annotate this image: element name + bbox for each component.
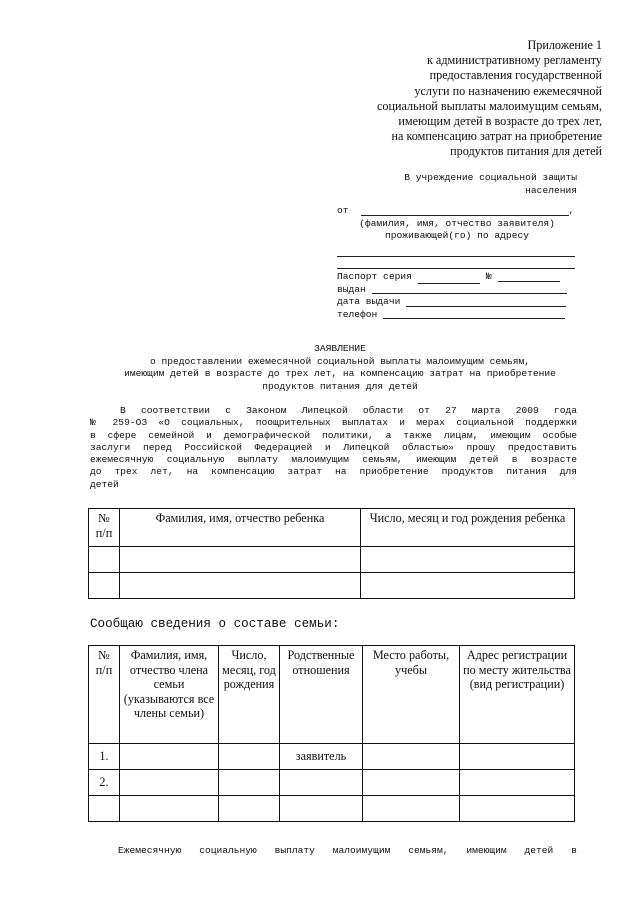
appendix-line: социальной выплаты малоимущим семьям, [376,98,602,113]
table-header-cell: Адрес регистрации по месту жительства (вид регистрации) [460,646,575,744]
table-header-cell: Родственные отношения [280,646,363,744]
family-heading: Сообщаю сведения о составе семьи: [90,617,340,631]
table-cell[interactable] [363,796,460,822]
issued-label: выдан [337,283,366,295]
addressee-block [337,172,577,321]
footer-word: детей [524,845,554,856]
table-cell[interactable] [120,770,219,796]
footer-text [90,845,577,856]
address-field[interactable] [337,247,575,257]
table-header-row [89,509,575,547]
family-table [88,645,575,822]
from-row [337,205,577,218]
appendix-line: Приложение 1 [527,38,602,52]
table-cell[interactable] [460,770,575,796]
paragraph-line: В соответствии с Законом Липецкой области от 27 марта 2009 года [120,405,577,416]
phone-row [337,309,577,322]
address-hint: проживающей(го) по адресу [385,230,529,242]
table-header-cell: Число, месяц и год рождения ребенка [361,509,575,547]
table-header-cell: Место работы, учебы [363,646,460,744]
from-label: от [337,205,349,217]
issue-date-field[interactable] [406,297,566,307]
title-line: продуктов питания для детей [262,380,418,392]
from-field[interactable] [361,206,569,216]
statement-paragraph [90,405,577,491]
table-cell[interactable] [219,770,280,796]
paragraph-line: в сфере семейной и демографической политики, а также лицам, имеющим особые [90,429,577,441]
table-row [89,547,575,573]
passport-row [337,271,577,284]
footer-word: выплату [274,845,315,856]
footer-word: семьям, [408,845,449,856]
table-row [89,796,575,822]
address-field-2[interactable] [337,259,575,269]
addressee-line: населения [525,184,577,196]
title-heading: ЗАЯВЛЕНИЕ [314,343,366,354]
table-header-cell: № п/п [89,646,120,744]
title-line: имеющим детей в возрасте до трех лет, на компенсацию затрат на приобретение [124,368,556,380]
table-header-cell: Число, месяц, год рождения [219,646,280,744]
address-field-row [337,247,577,259]
appendix-header [377,38,602,160]
table-cell[interactable] [120,573,361,599]
passport-label: Паспорт серия [337,270,412,282]
title-line: о предоставлении ежемесячной социальной выплаты малоимущим семьям, [150,355,530,367]
table-cell[interactable] [361,573,575,599]
comma: , [568,205,575,217]
table-row [89,770,575,796]
table-cell[interactable] [363,770,460,796]
issue-date-label: дата выдачи [337,296,401,308]
table-cell[interactable] [460,796,575,822]
phone-field[interactable] [383,309,565,319]
table-cell[interactable] [120,744,219,770]
children-table [88,508,575,599]
table-cell[interactable] [120,547,361,573]
addressee-line: В учреждение социальной защиты [404,172,577,183]
passport-number-field[interactable] [498,272,560,282]
table-header-cell: Фамилия, имя, отчество члена семьи (указываются все члены семьи) [120,646,219,744]
table-cell[interactable] [219,744,280,770]
paragraph-line: детей [90,478,119,490]
footer-word: имеющим [466,845,507,856]
row-number: 2. [89,770,120,796]
appendix-line: на компенсацию затрат на приобретение [391,129,602,144]
table-header-row [89,646,575,744]
table-header-cell: Фамилия, имя, отчество ребенка [120,509,361,547]
statement-title [90,343,590,393]
relation-cell[interactable] [280,770,363,796]
issued-row [337,284,577,297]
paragraph-line: заслуги перед Российской Федерацией и Липецкой областью» прошу предоставить [90,441,577,453]
paragraph-line: № 259-ОЗ «О социальных, поощрительных выплатах и мерах социальной поддержки [90,417,577,429]
table-cell[interactable] [89,573,120,599]
table-cell[interactable] [361,547,575,573]
table-cell[interactable] [120,796,219,822]
relation-cell[interactable]: заявитель [280,744,363,770]
footer-word: Ежемесячную [118,845,182,856]
row-number: 1. [89,744,120,770]
table-cell[interactable] [89,547,120,573]
appendix-line: имеющим детей в возрасте до трех лет, [398,114,602,129]
fio-hint: (фамилия, имя, отчество заявителя) [359,217,555,229]
table-row [89,744,575,770]
footer-word: малоимущим [332,845,391,856]
table-cell[interactable] [460,744,575,770]
row-number [89,796,120,822]
passport-series-field[interactable] [418,274,480,284]
footer-word: в [571,845,577,856]
address-field-row-2 [337,259,577,271]
relation-cell[interactable] [280,796,363,822]
paragraph-line: до трех лет, на компенсацию затрат на приобретение продуктов питания для [90,466,577,478]
appendix-line: предоставления государственной [429,68,602,83]
phone-label: телефон [337,308,378,320]
footer-word: социальную [199,845,257,856]
table-row [89,573,575,599]
appendix-line: услуги по назначению ежемесячной [414,83,602,98]
table-cell[interactable] [363,744,460,770]
issue-date-row [337,296,577,309]
appendix-line: продуктов питания для детей [450,144,602,159]
table-header-cell: № п/п [89,509,120,547]
number-label: № [485,270,492,282]
appendix-line: к административному регламенту [426,53,602,68]
paragraph-line: ежемесячную социальную выплату малоимущим семьям, имеющим детей в возрасте [90,454,577,466]
table-cell[interactable] [219,796,280,822]
issued-field[interactable] [372,284,567,294]
